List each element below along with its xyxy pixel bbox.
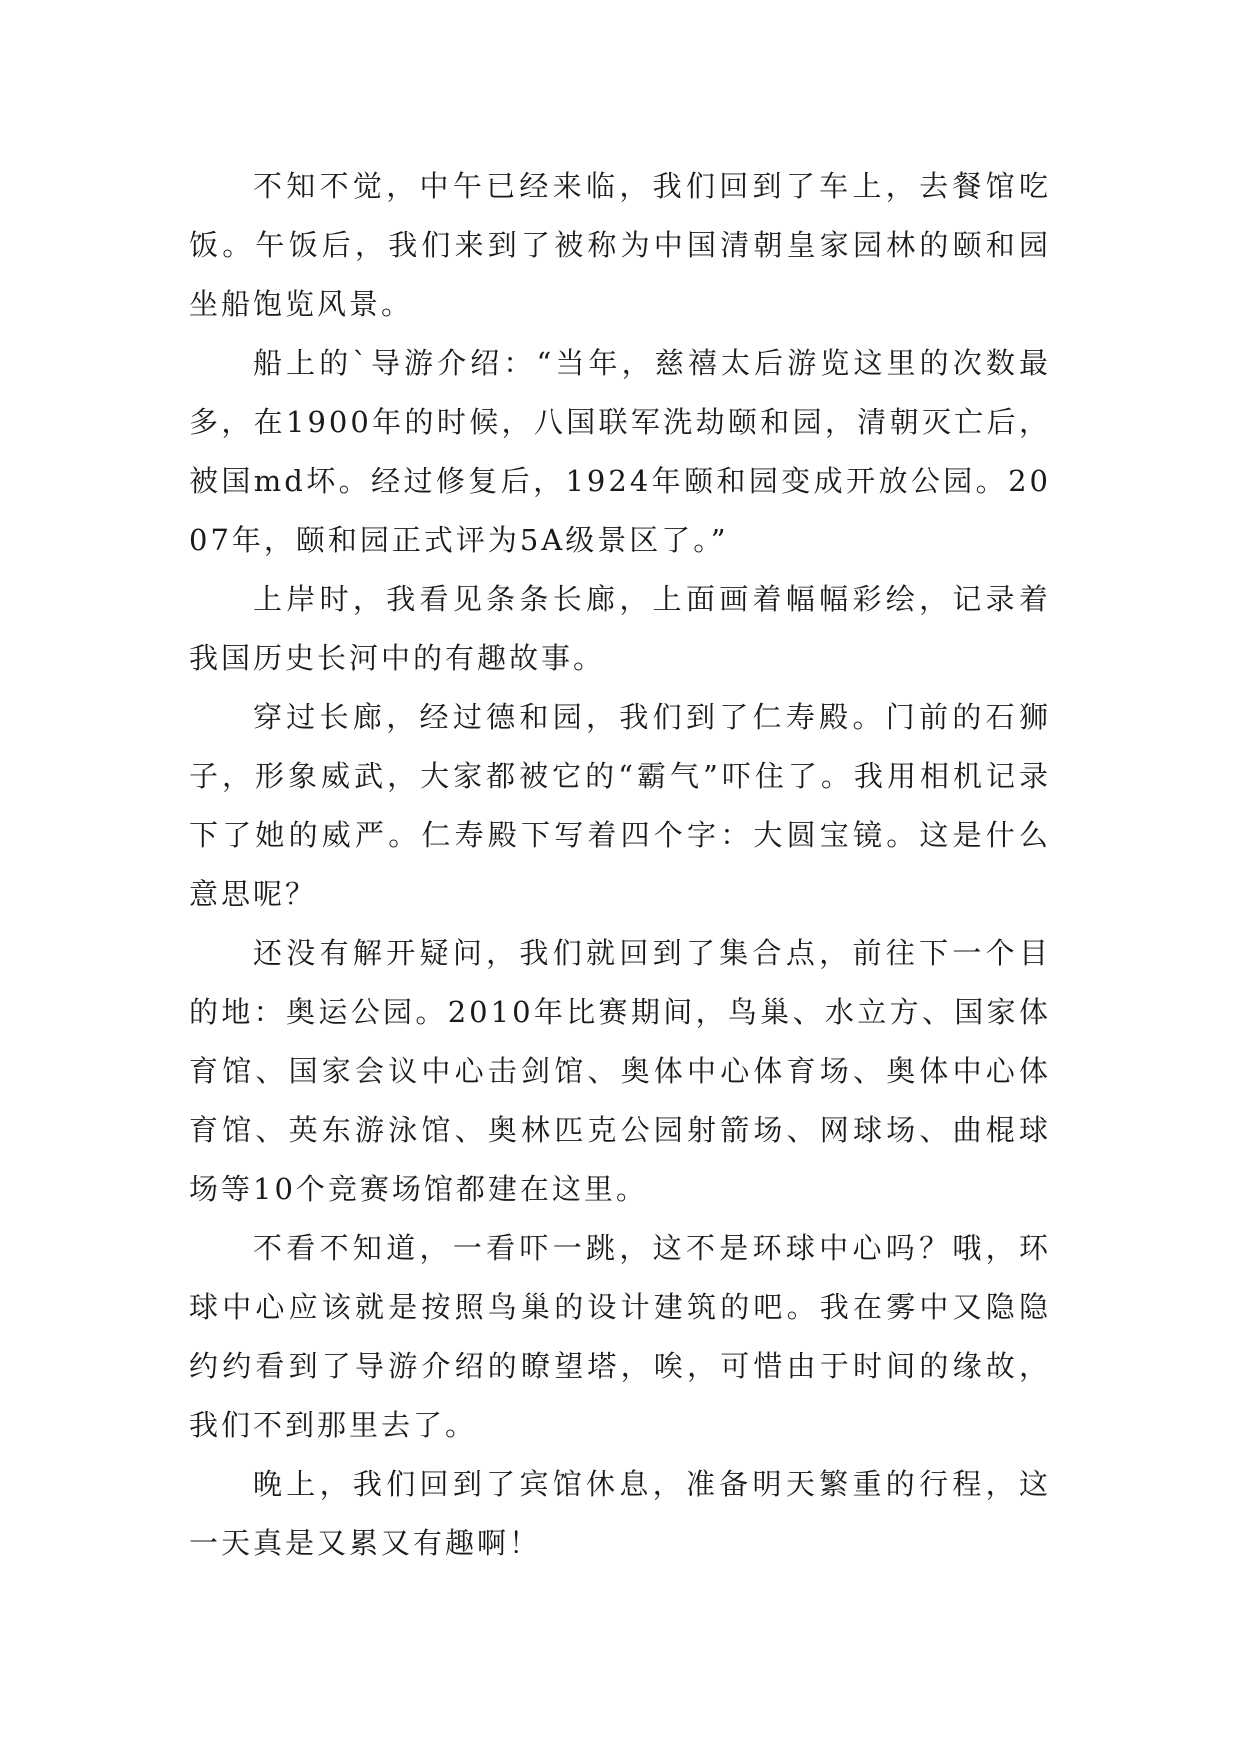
paragraph-1: 不知不觉，中午已经来临，我们回到了车上，去餐馆吃饭。午饭后，我们来到了被称为中国清朝皇家园林的颐和园坐船饱览风景。 bbox=[189, 169, 1051, 321]
paragraph-7: 晚上，我们回到了宾馆休息，准备明天繁重的行程，这一天真是又累又有趣啊！ bbox=[189, 1467, 1051, 1560]
paragraph-5: 还没有解开疑问，我们就回到了集合点，前往下一个目的地：奥运公园。2010年比赛期间，鸟巢、水立方、国家体育馆、国家会议中心击剑馆、奥体中心体育场、奥体中心体育馆、英东游泳馆、奥林匹克公园射箭场、网球场、曲棍球场等10个竞赛场馆都建在这里。 bbox=[189, 936, 1051, 1206]
paragraph-4: 穿过长廊，经过德和园，我们到了仁寿殿。门前的石狮子，形象威武，大家都被它的“霸气”吓住了。我用相机记录下了她的威严。仁寿殿下写着四个字：大圆宝镜。这是什么意思呢？ bbox=[189, 700, 1051, 911]
paragraph-6: 不看不知道，一看吓一跳，这不是环球中心吗？哦，环球中心应该就是按照鸟巢的设计建筑的吧。我在雾中又隐隐约约看到了导游介绍的瞭望塔，唉，可惜由于时间的缘故，我们不到那里去了。 bbox=[189, 1231, 1051, 1442]
paragraph-2: 船上的`导游介绍：“当年，慈禧太后游览这里的次数最多，在1900年的时候，八国联军洗劫颐和园，清朝灭亡后，被国md坏。经过修复后，1924年颐和园变成开放公园。2007年，颐和园正式评为5A级景区了。” bbox=[189, 346, 1051, 557]
document-body bbox=[189, 157, 1051, 1573]
paragraph-3: 上岸时，我看见条条长廊，上面画着幅幅彩绘，记录着我国历史长河中的有趣故事。 bbox=[189, 582, 1051, 675]
